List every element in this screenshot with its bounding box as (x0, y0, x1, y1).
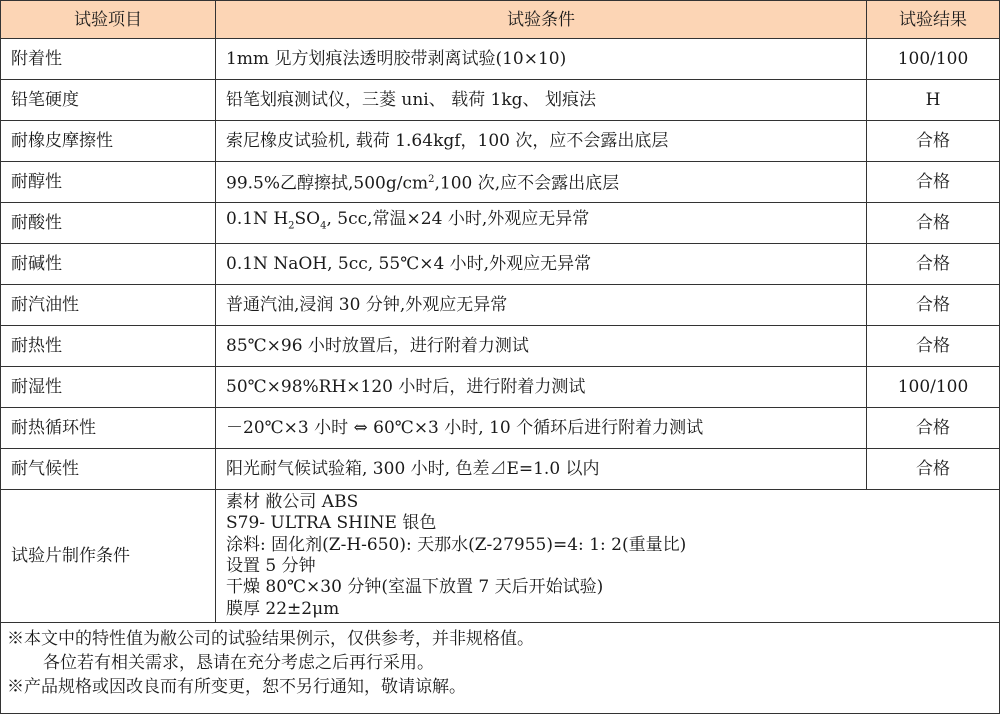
table-row (1, 326, 1000, 367)
row-result: 合格 (867, 285, 1000, 326)
row-condition: 50℃×98%RH×120 小时后，进行附着力测试 (216, 367, 867, 408)
row-item: 耐酸性 (1, 203, 216, 244)
notes-cell (1, 623, 1000, 714)
row-result: 合格 (867, 326, 1000, 367)
table-row (1, 285, 1000, 326)
condition-text: 99.5%乙醇擦拭,500g/cm (226, 173, 429, 194)
row-item: 耐汽油性 (1, 285, 216, 326)
row-result: 合格 (867, 121, 1000, 162)
row-result: 合格 (867, 449, 1000, 490)
table-row (1, 39, 1000, 80)
condition-text: , 5cc,常温×24 小时,外观应无异常 (326, 209, 590, 230)
row-item: 耐热循环性 (1, 408, 216, 449)
header-item: 试验项目 (1, 1, 216, 39)
preparation-line: 干燥 80℃×30 分钟(室温下放置 7 天后开始试验) (226, 577, 604, 598)
header-result: 试验结果 (867, 1, 1000, 39)
note-line: ※本文中的特性值为敝公司的试验结果例示，仅供参考，并非规格值。 (7, 629, 534, 649)
notes-row (1, 623, 1000, 714)
row-result: H (867, 80, 1000, 121)
table-row (1, 203, 1000, 244)
table-row (1, 162, 1000, 203)
row-condition: 1mm 见方划痕法透明胶带剥离试验(10×10) (216, 39, 867, 80)
condition-text: 0.1N H (226, 209, 289, 230)
row-condition: 85℃×96 小时放置后，进行附着力测试 (216, 326, 867, 367)
table-header-row (1, 1, 1000, 39)
table-row (1, 408, 1000, 449)
table-row (1, 121, 1000, 162)
header-condition: 试验条件 (216, 1, 867, 39)
row-item: 耐热性 (1, 326, 216, 367)
preparation-conditions (216, 490, 1000, 623)
row-item: 耐气候性 (1, 449, 216, 490)
row-condition: 阳光耐气候试验箱, 300 小时, 色差⊿E=1.0 以内 (216, 449, 867, 490)
row-item: 耐湿性 (1, 367, 216, 408)
row-item: 耐碱性 (1, 244, 216, 285)
note-line: 各位若有相关需求，恳请在充分考虑之后再行采用。 (43, 653, 434, 673)
row-item: 耐橡皮摩擦性 (1, 121, 216, 162)
row-item: 铅笔硬度 (1, 80, 216, 121)
row-item: 耐醇性 (1, 162, 216, 203)
row-condition: －20℃×3 小时 ⇔ 60℃×3 小时, 10 个循环后进行附着力测试 (216, 408, 867, 449)
note-line: ※产品规格或因改良而有所变更，恕不另行通知，敬请谅解。 (7, 677, 466, 697)
table-row (1, 449, 1000, 490)
row-condition (216, 203, 867, 244)
preparation-row (1, 490, 1000, 623)
row-condition: 0.1N NaOH, 5cc, 55℃×4 小时,外观应无异常 (216, 244, 867, 285)
preparation-item: 试验片制作条件 (1, 490, 216, 623)
row-result: 100/100 (867, 367, 1000, 408)
subscript: 2 (288, 220, 295, 232)
row-condition: 普通汽油,浸润 30 分钟,外观应无异常 (216, 285, 867, 326)
subscript: 4 (320, 220, 327, 232)
table-row (1, 80, 1000, 121)
preparation-line: 涂料: 固化剂(Z-H-650): 天那水(Z-27955)=4: 1: 2(重量比) (226, 534, 687, 555)
row-result: 合格 (867, 408, 1000, 449)
row-condition: 铅笔划痕测试仪，三菱 uni、 载荷 1kg、 划痕法 (216, 80, 867, 121)
row-condition: 索尼橡皮试验机, 载荷 1.64kgf，100 次，应不会露出底层 (216, 121, 867, 162)
row-condition (216, 162, 867, 203)
table-row (1, 244, 1000, 285)
preparation-line: 设置 5 分钟 (226, 556, 316, 576)
preparation-line: 素材 敝公司 ABS (226, 491, 359, 512)
row-result: 合格 (867, 244, 1000, 285)
condition-text: ,100 次,应不会露出底层 (434, 173, 620, 194)
table-row (1, 367, 1000, 408)
preparation-line: S79- ULTRA SHINE 银色 (226, 513, 437, 534)
row-item: 附着性 (1, 39, 216, 80)
condition-text: SO (294, 209, 321, 230)
row-result: 合格 (867, 162, 1000, 203)
preparation-line: 膜厚 22±2μm (226, 598, 340, 619)
row-result: 100/100 (867, 39, 1000, 80)
superscript: 2 (428, 174, 435, 186)
row-result: 合格 (867, 203, 1000, 244)
